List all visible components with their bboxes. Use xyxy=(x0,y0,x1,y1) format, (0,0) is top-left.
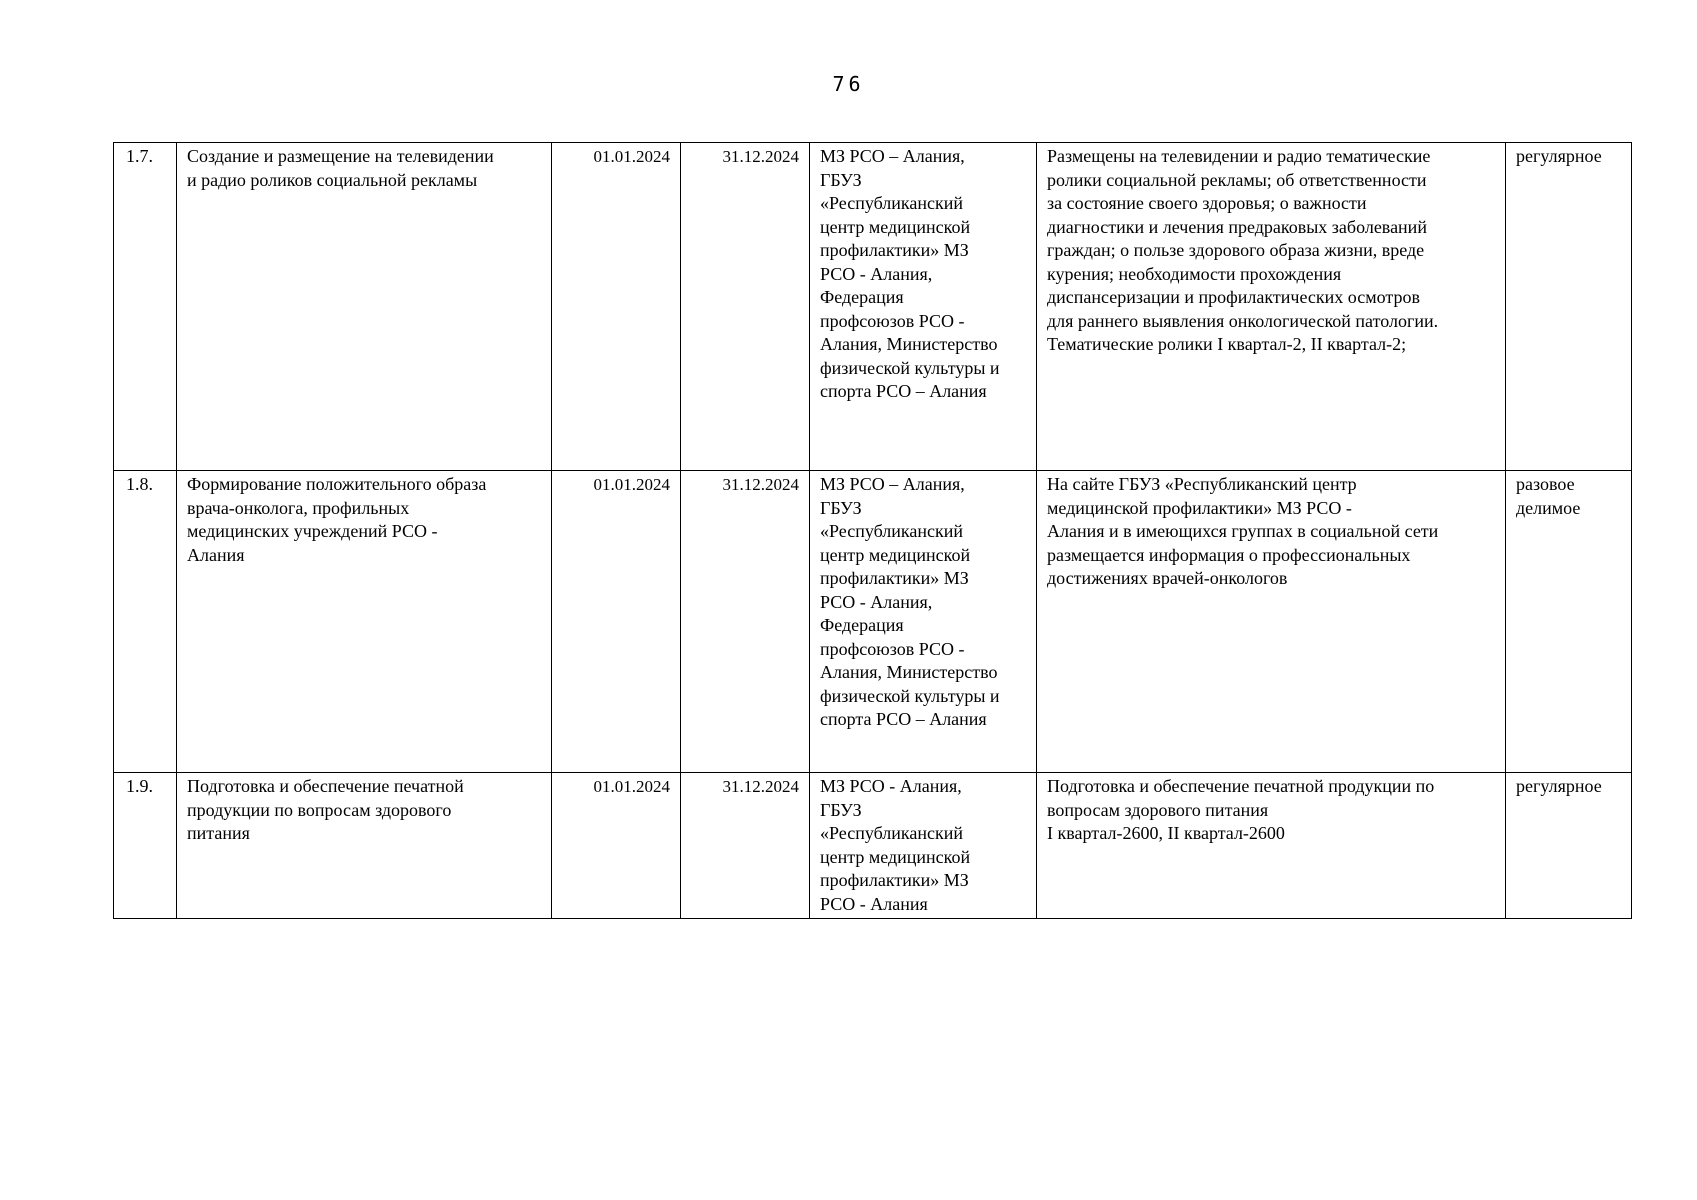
end-date: 31.12.2024 xyxy=(681,471,810,773)
executors: МЗ РСО - Алания, ГБУЗ «Республиканский центр медицинской профилактики» МЗ РСО - Алания xyxy=(810,773,1037,919)
table-row xyxy=(114,143,1632,471)
executors: МЗ РСО – Алания, ГБУЗ «Республиканский центр медицинской профилактики» МЗ РСО - Алания, Федерация профсоюзов РСО - Алания, Министерство физической культуры и спорта РСО – Алания xyxy=(810,143,1037,471)
measures-table xyxy=(113,142,1632,919)
start-date: 01.01.2024 xyxy=(552,143,681,471)
page-number: 76 xyxy=(832,72,865,96)
executors: МЗ РСО – Алания, ГБУЗ «Республиканский центр медицинской профилактики» МЗ РСО - Алания, Федерация профсоюзов РСО - Алания, Министерство физической культуры и спорта РСО – Алания xyxy=(810,471,1037,773)
item-number: 1.9. xyxy=(114,773,177,919)
table-row xyxy=(114,773,1632,919)
event-name: Формирование положительного образа врача-онколога, профильных медицинских учреждений РСО - Алания xyxy=(177,471,552,773)
start-date: 01.01.2024 xyxy=(552,471,681,773)
table-row xyxy=(114,471,1632,773)
event-type: регулярное xyxy=(1506,143,1632,471)
end-date: 31.12.2024 xyxy=(681,143,810,471)
start-date: 01.01.2024 xyxy=(552,773,681,919)
event-name: Подготовка и обеспечение печатной продукции по вопросам здорового питания xyxy=(177,773,552,919)
expected-result: На сайте ГБУЗ «Республиканский центр медицинской профилактики» МЗ РСО - Алания и в имеющихся группах в социальной сети размещается информация о профессиональных достижениях врачей-онкологов xyxy=(1037,471,1506,773)
expected-result: Подготовка и обеспечение печатной продукции по вопросам здорового питания I квартал-2600, II квартал-2600 xyxy=(1037,773,1506,919)
item-number: 1.8. xyxy=(114,471,177,773)
event-name: Создание и размещение на телевидении и радио роликов социальной рекламы xyxy=(177,143,552,471)
event-type: регулярное xyxy=(1506,773,1632,919)
event-type: разовое делимое xyxy=(1506,471,1632,773)
end-date: 31.12.2024 xyxy=(681,773,810,919)
item-number: 1.7. xyxy=(114,143,177,471)
expected-result: Размещены на телевидении и радио тематические ролики социальной рекламы; об ответственности за состояние своего здоровья; о важности диагностики и лечения предраковых заболеваний граждан; о пользе здорового образа жизни, вреде курения; необходимости прохождения диспансеризации и профилактических осмотров для раннего выявления онкологической патологии. Тематические ролики I квартал-2, II квартал-2; xyxy=(1037,143,1506,471)
